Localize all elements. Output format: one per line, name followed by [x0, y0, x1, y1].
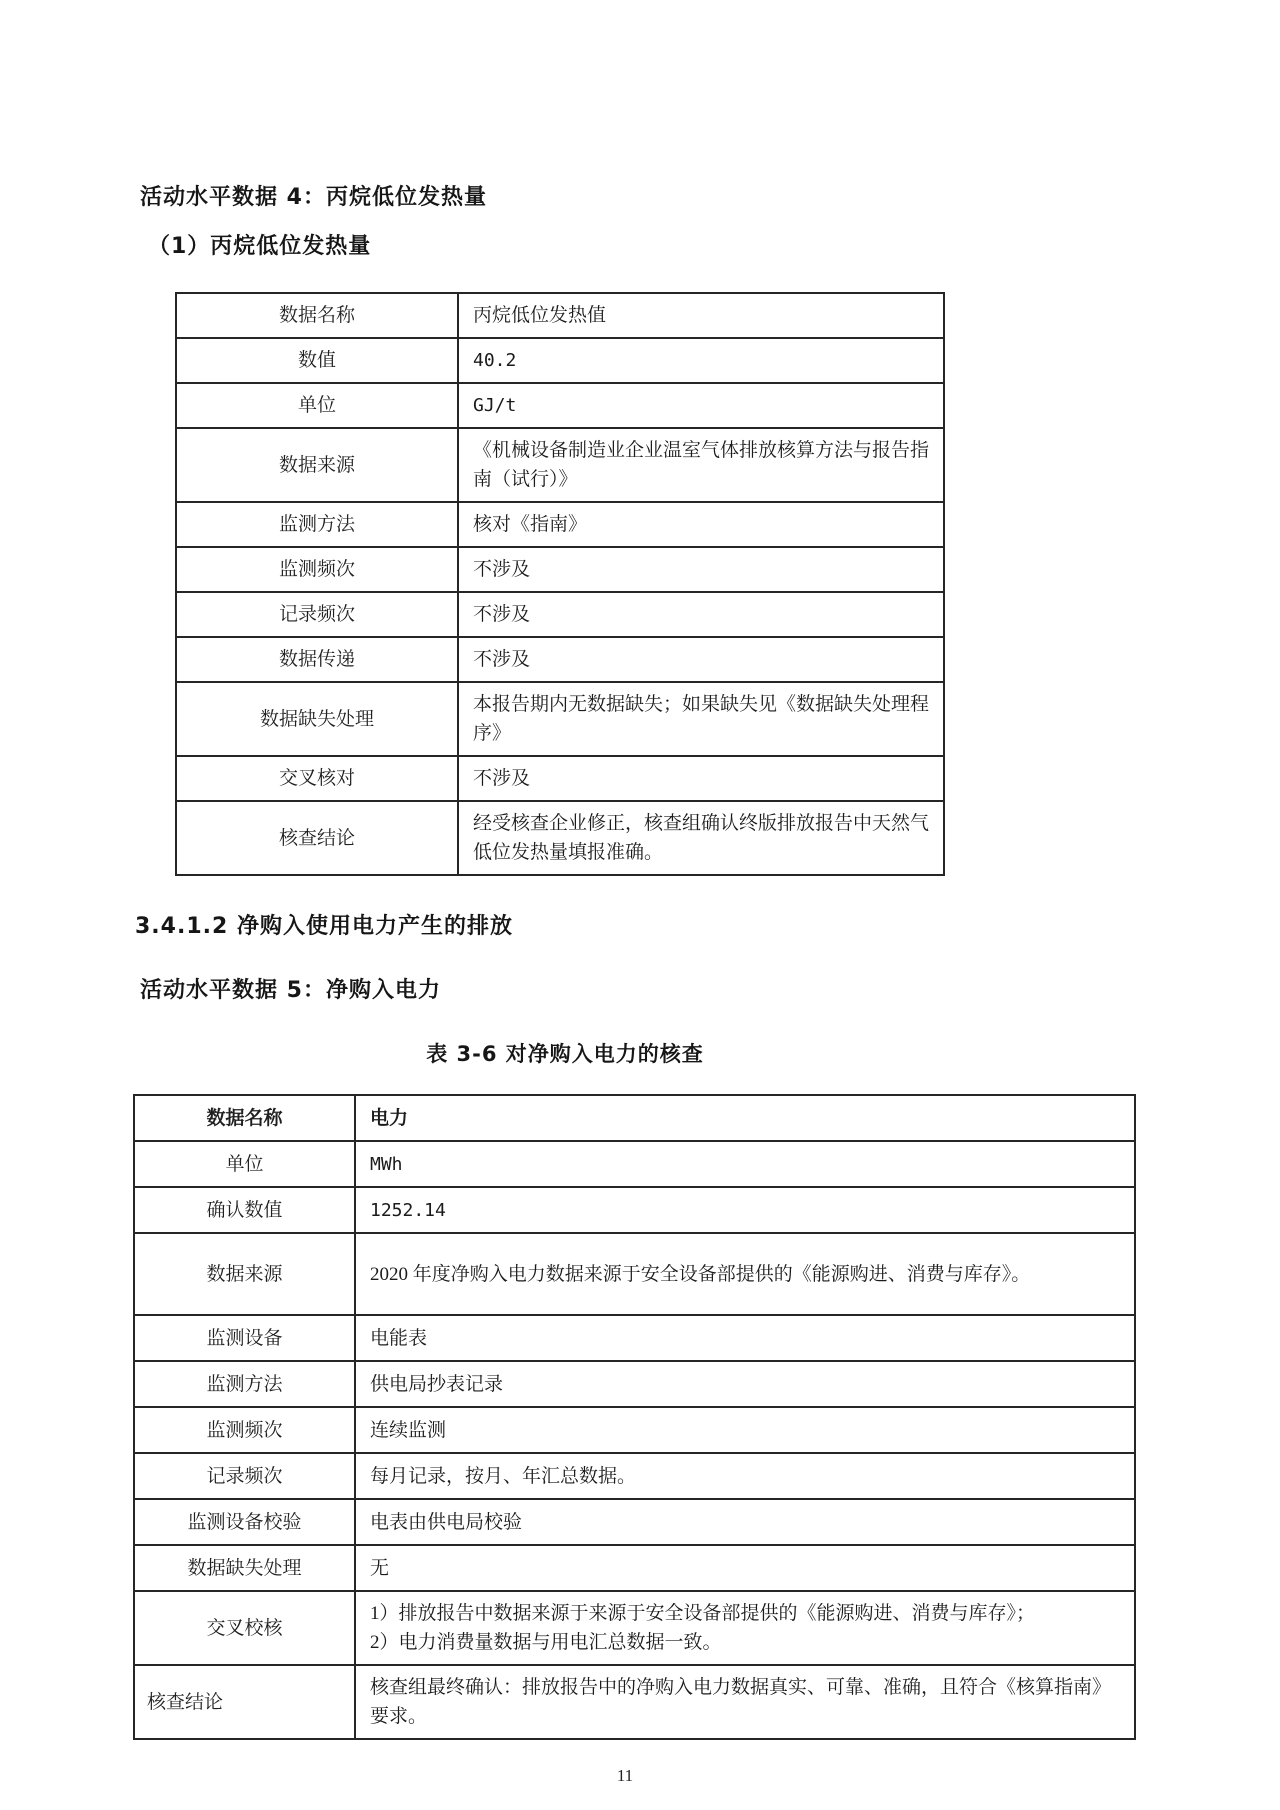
row-label: 数据名称 — [176, 293, 458, 338]
heading-activity-data-4: 活动水平数据 4：丙烷低位发热量 — [140, 185, 487, 210]
heading-activity-data-5: 活动水平数据 5：净购入电力 — [140, 978, 441, 1003]
row-label: 交叉核对 — [176, 756, 458, 801]
table-row — [134, 1233, 1135, 1315]
row-value: 经受核查企业修正，核查组确认终版排放报告中天然气低位发热量填报准确。 — [458, 801, 944, 875]
row-label: 数据缺失处理 — [134, 1545, 355, 1591]
table-row — [176, 592, 944, 637]
table-row — [134, 1315, 1135, 1361]
table-row — [176, 502, 944, 547]
row-value: 核对《指南》 — [458, 502, 944, 547]
table-row — [176, 338, 944, 383]
row-value: 连续监测 — [355, 1407, 1135, 1453]
row-label: 核查结论 — [176, 801, 458, 875]
row-value: 电表由供电局校验 — [355, 1499, 1135, 1545]
table-row — [134, 1095, 1135, 1141]
row-label: 记录频次 — [134, 1453, 355, 1499]
table-row — [134, 1361, 1135, 1407]
row-label: 数值 — [176, 338, 458, 383]
row-value: 供电局抄表记录 — [355, 1361, 1135, 1407]
row-label: 监测方法 — [134, 1361, 355, 1407]
row-value: 不涉及 — [458, 756, 944, 801]
row-value: 本报告期内无数据缺失；如果缺失见《数据缺失处理程序》 — [458, 682, 944, 756]
row-label: 数据来源 — [134, 1233, 355, 1315]
row-label: 交叉校核 — [134, 1591, 355, 1665]
row-label: 核查结论 — [134, 1665, 355, 1739]
table-row — [134, 1187, 1135, 1233]
propane-lhv-table — [175, 292, 945, 876]
row-value: 不涉及 — [458, 592, 944, 637]
table-row — [134, 1665, 1135, 1739]
row-label: 数据来源 — [176, 428, 458, 502]
table-3-6-caption: 表 3-6 对净购入电力的核查 — [426, 1042, 704, 1066]
table-row — [176, 428, 944, 502]
row-label: 确认数值 — [134, 1187, 355, 1233]
table-row — [176, 547, 944, 592]
row-label: 数据缺失处理 — [176, 682, 458, 756]
table-row — [134, 1407, 1135, 1453]
row-label: 监测设备 — [134, 1315, 355, 1361]
row-value: 1252.14 — [355, 1187, 1135, 1233]
row-label: 数据传递 — [176, 637, 458, 682]
cross-check-line-1: 1）排放报告中数据来源于来源于安全设备部提供的《能源购进、消费与库存》； — [370, 1603, 1036, 1624]
table-row — [176, 682, 944, 756]
table-row — [176, 293, 944, 338]
row-label: 监测方法 — [176, 502, 458, 547]
row-value: 《机械设备制造业企业温室气体排放核算方法与报告指南（试行）》 — [458, 428, 944, 502]
row-value: 电能表 — [355, 1315, 1135, 1361]
row-value: 丙烷低位发热值 — [458, 293, 944, 338]
table-row — [134, 1545, 1135, 1591]
table-row — [176, 801, 944, 875]
row-value: 每月记录，按月、年汇总数据。 — [355, 1453, 1135, 1499]
row-value: MWh — [355, 1141, 1135, 1187]
row-value: 核查组最终确认：排放报告中的净购入电力数据真实、可靠、准确，且符合《核算指南》要求。 — [355, 1665, 1135, 1739]
row-label: 单位 — [176, 383, 458, 428]
row-value: 2020 年度净购入电力数据来源于安全设备部提供的《能源购进、消费与库存》。 — [355, 1233, 1135, 1315]
page-number: 11 — [616, 1766, 634, 1785]
row-value: GJ/t — [458, 383, 944, 428]
row-label: 单位 — [134, 1141, 355, 1187]
row-value: 电力 — [355, 1095, 1135, 1141]
row-label: 监测频次 — [134, 1407, 355, 1453]
table-row — [176, 637, 944, 682]
row-value — [355, 1591, 1135, 1665]
row-value: 不涉及 — [458, 637, 944, 682]
table-row — [176, 383, 944, 428]
table-row — [134, 1141, 1135, 1187]
row-label: 监测频次 — [176, 547, 458, 592]
row-label: 数据名称 — [134, 1095, 355, 1141]
row-label: 监测设备校验 — [134, 1499, 355, 1545]
electricity-verification-table — [133, 1094, 1136, 1740]
row-value: 40.2 — [458, 338, 944, 383]
table-row — [134, 1499, 1135, 1545]
row-value: 不涉及 — [458, 547, 944, 592]
row-value: 无 — [355, 1545, 1135, 1591]
heading-propane-subsection: （1）丙烷低位发热量 — [148, 234, 372, 259]
table-row — [176, 756, 944, 801]
row-label: 记录频次 — [176, 592, 458, 637]
table-row — [134, 1591, 1135, 1665]
table-row — [134, 1453, 1135, 1499]
heading-section-3-4-1-2: 3.4.1.2 净购入使用电力产生的排放 — [135, 914, 513, 939]
cross-check-line-2: 2）电力消费量数据与用电汇总数据一致。 — [370, 1632, 722, 1653]
